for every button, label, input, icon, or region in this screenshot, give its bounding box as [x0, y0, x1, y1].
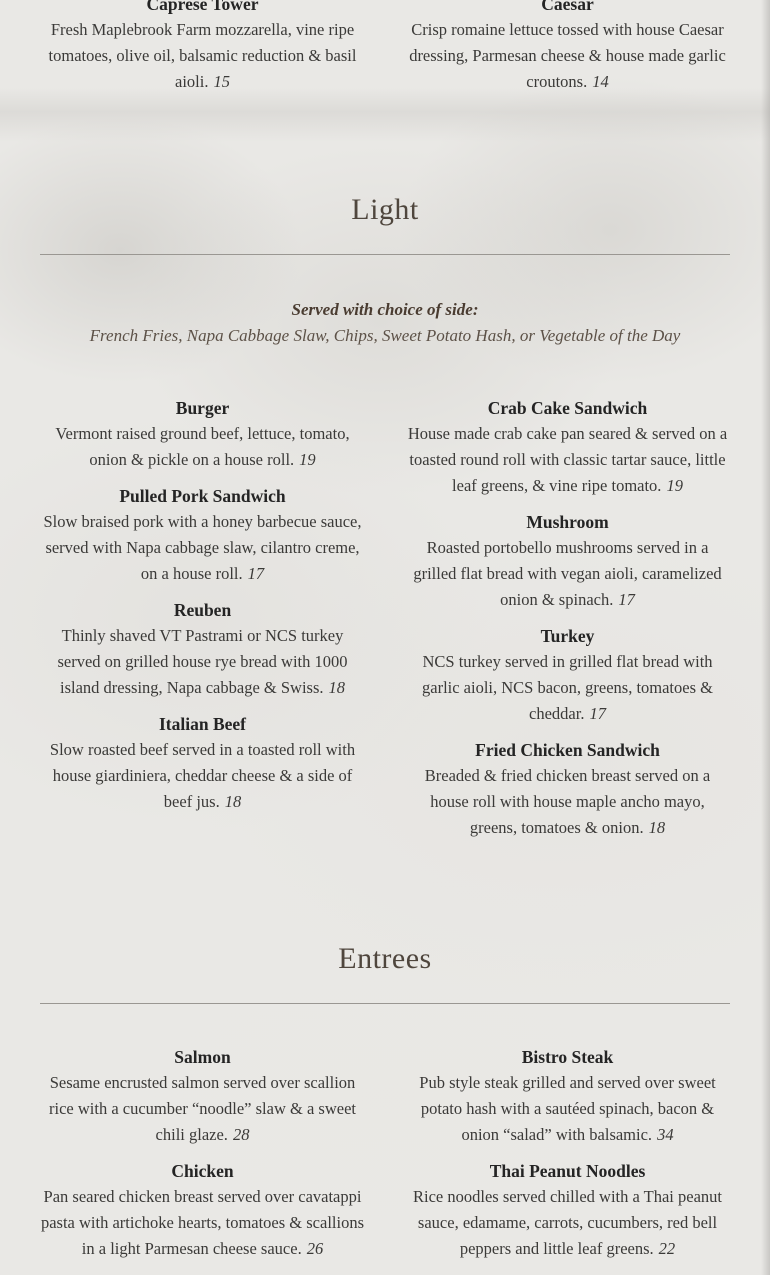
item-description	[40, 509, 365, 587]
section-title-entrees: Entrees	[338, 942, 432, 975]
menu-item-thai-peanut-noodles	[405, 1158, 730, 1262]
section-entrees	[0, 939, 770, 1272]
menu-item-mushroom	[405, 509, 730, 613]
item-description-text: Pub style steak grilled and served over sweet potato hash with a sautéed spinach, bacon & onion “salad” with balsamic.	[419, 1073, 716, 1144]
item-name: Crab Cake Sandwich	[487, 398, 648, 418]
item-description-text: Crisp romaine lettuce tossed with house Caesar dressing, Parmesan cheese & house made garlic croutons.	[409, 20, 726, 91]
item-description-text: Fresh Maplebrook Farm mozzarella, vine ripe tomatoes, olive oil, balsamic reduction & basil aioli.	[48, 20, 357, 91]
item-description	[40, 1184, 365, 1262]
item-price: 18	[328, 678, 345, 697]
section-divider	[40, 1003, 730, 1004]
item-description-text: House made crab cake pan seared & served on a toasted round roll with classic tartar sauce, little leaf greens, & vine ripe tomato.	[407, 424, 728, 495]
section-divider	[40, 254, 730, 255]
menu-item-caesar	[405, 0, 730, 95]
item-price: 15	[213, 72, 230, 91]
item-price: 19	[666, 476, 683, 495]
side-note-body: French Fries, Napa Cabbage Slaw, Chips, Sweet Potato Hash, or Vegetable of the Day	[89, 326, 681, 345]
menu-item-chicken	[40, 1158, 365, 1262]
item-name: Fried Chicken Sandwich	[475, 740, 660, 760]
item-description	[40, 1070, 365, 1148]
item-name: Burger	[175, 398, 230, 418]
item-name: Thai Peanut Noodles	[489, 1161, 646, 1181]
item-name: Pulled Pork Sandwich	[119, 486, 286, 506]
item-description	[405, 1184, 730, 1262]
item-name: Mushroom	[526, 512, 609, 532]
item-price: 17	[247, 564, 265, 583]
item-description-text: Roasted portobello mushrooms served in a grilled flat bread with vegan aioli, caramelized onion & spinach.	[413, 538, 722, 609]
item-description-text: Vermont raised ground beef, lettuce, tomato, onion & pickle on a house roll.	[55, 424, 350, 469]
menu-item-italian-beef	[40, 711, 365, 815]
light-left-column	[40, 395, 365, 851]
item-description	[405, 17, 730, 95]
item-name: Salmon	[174, 1047, 231, 1067]
item-description-text: Slow roasted beef served in a toasted roll with house giardiniera, cheddar cheese & a side of beef jus.	[49, 740, 356, 811]
item-price: 34	[657, 1125, 674, 1144]
item-description-text: NCS turkey served in grilled flat bread with garlic aioli, NCS bacon, greens, tomatoes & cheddar.	[422, 652, 713, 723]
item-description	[40, 17, 365, 95]
item-price: 22	[658, 1239, 676, 1258]
item-price: 18	[648, 818, 666, 837]
item-description-text: Rice noodles served chilled with a Thai peanut sauce, edamame, carrots, cucumbers, red bell peppers and little leaf greens.	[413, 1187, 722, 1258]
item-description-text: Thinly shaved VT Pastrami or NCS turkey served on grilled house rye bread with 1000 island dressing, Napa cabbage & Swiss.	[57, 626, 348, 697]
menu-item-bistro-steak	[405, 1044, 730, 1148]
item-description	[40, 623, 365, 701]
entrees-grid	[0, 1044, 770, 1272]
entrees-left-column	[40, 1044, 365, 1272]
starters-right-column	[405, 0, 730, 105]
menu-item-burger	[40, 395, 365, 473]
item-price: 26	[306, 1239, 324, 1258]
menu-item-salmon	[40, 1044, 365, 1148]
item-name: Chicken	[171, 1161, 234, 1181]
item-price: 17	[618, 590, 635, 609]
menu-item-pulled-pork-sandwich	[40, 483, 365, 587]
item-name: Reuben	[173, 600, 232, 620]
light-right-column	[405, 395, 730, 851]
item-description	[405, 535, 730, 613]
section-light	[0, 190, 770, 851]
section-title-light: Light	[351, 193, 419, 226]
item-name: Bistro Steak	[521, 1047, 614, 1067]
item-description	[405, 1070, 730, 1148]
item-price: 14	[592, 72, 609, 91]
item-price: 18	[224, 792, 242, 811]
menu-item-fried-chicken-sandwich	[405, 737, 730, 841]
item-price: 17	[589, 704, 606, 723]
item-description	[40, 421, 365, 473]
item-price: 19	[299, 450, 316, 469]
item-name: Italian Beef	[158, 714, 246, 734]
menu-item-caprese-tower	[40, 0, 365, 95]
item-description	[405, 421, 730, 499]
menu-item-turkey	[405, 623, 730, 727]
item-name: Caprese Tower	[146, 0, 259, 14]
item-description-text: Breaded & fried chicken breast served on a house roll with house maple ancho mayo, greens, tomatoes & onion.	[424, 766, 711, 837]
item-name: Caesar	[541, 0, 594, 14]
starters-grid	[0, 0, 770, 105]
section-starters	[0, 0, 770, 105]
item-price: 28	[232, 1125, 250, 1144]
item-description-text: Sesame encrusted salmon served over scallion rice with a cucumber “noodle” slaw & a sweet chili glaze.	[49, 1073, 356, 1144]
item-description-text: Pan seared chicken breast served over cavatappi pasta with artichoke hearts, tomatoes & scallions in a light Parmesan cheese sauce.	[40, 1187, 365, 1258]
entrees-right-column	[405, 1044, 730, 1272]
menu-item-reuben	[40, 597, 365, 701]
item-description	[405, 649, 730, 727]
menu-item-crab-cake-sandwich	[405, 395, 730, 499]
item-description-text: Slow braised pork with a honey barbecue sauce, served with Napa cabbage slaw, cilantro creme, on a house roll.	[43, 512, 362, 583]
starters-left-column	[40, 0, 365, 105]
light-grid	[0, 395, 770, 851]
item-description	[405, 763, 730, 841]
item-description	[40, 737, 365, 815]
item-name: Turkey	[540, 626, 595, 646]
side-note-heading: Served with choice of side:	[291, 300, 479, 319]
